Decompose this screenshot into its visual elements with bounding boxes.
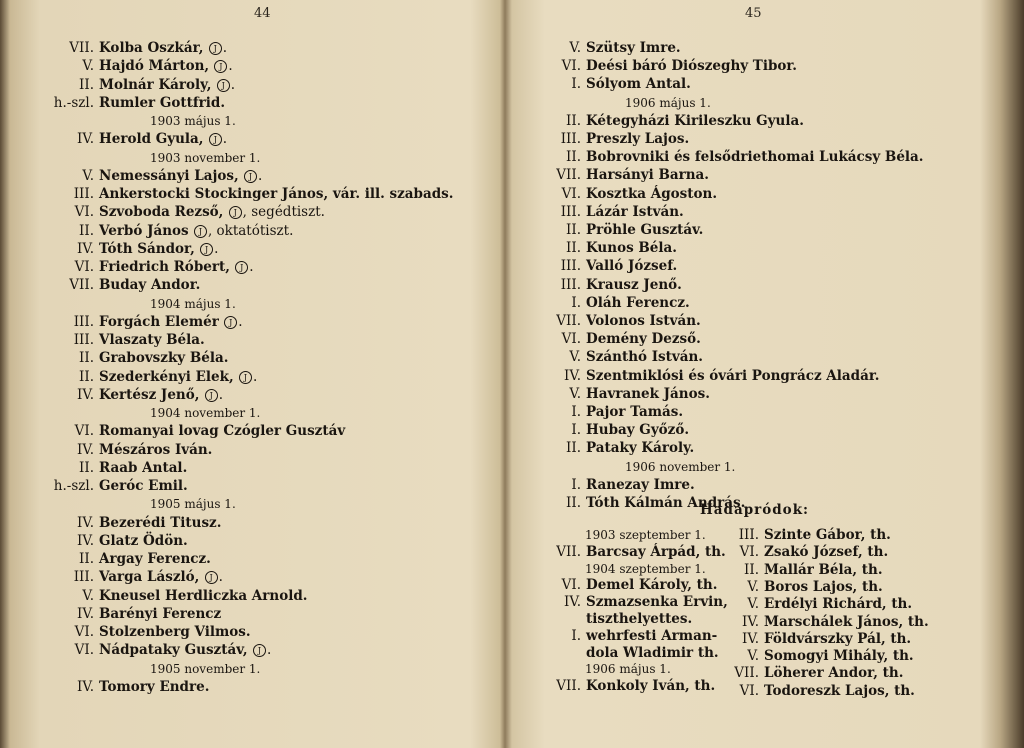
rank-numeral: IV. (741, 613, 759, 630)
list-item (48, 642, 271, 659)
list-item (535, 149, 924, 166)
list-item (535, 313, 701, 330)
person-name: Volonos István. (586, 313, 701, 329)
person-name: Barcsay Árpád, th. (586, 543, 726, 560)
list-item (48, 551, 211, 568)
seal-mark: J (209, 133, 222, 146)
person-name: Romanyai lovag Czógler Gusztáv (99, 423, 346, 440)
person-name: Kertész Jenő, (99, 386, 200, 403)
person-name: Buday Andor. (99, 277, 201, 294)
list-item (723, 614, 929, 631)
date-heading: 1903 november 1. (150, 150, 261, 165)
rank-numeral: IV. (76, 240, 94, 257)
rank-numeral: IV. (563, 367, 581, 384)
list-item (723, 631, 911, 648)
rank-numeral: VII. (556, 167, 581, 184)
person-name: Krausz Jenő. (586, 276, 682, 293)
trailing-text: . (252, 368, 258, 385)
person-name: Pröhle Gusztáv. (586, 222, 704, 238)
list-item (723, 665, 903, 682)
trailing-text: . (222, 40, 228, 56)
person-name: Friedrich Róbert, (99, 259, 230, 275)
date-heading: 1904 november 1. (150, 406, 261, 420)
person-name: Stolzenberg Vilmos. (99, 624, 251, 640)
list-item (48, 588, 308, 605)
person-name: Argay Ferencz. (99, 551, 211, 567)
rank-numeral: IV. (76, 532, 94, 549)
date-heading: 1904 május 1. (150, 296, 236, 311)
list-item (535, 40, 681, 57)
cadets-heading: Hadapródok: (700, 502, 810, 518)
rank-numeral: VI. (561, 185, 581, 202)
rank-numeral: III. (560, 258, 581, 275)
rank-numeral: IV. (563, 594, 581, 611)
list-item (48, 223, 293, 240)
rank-numeral: VI. (739, 682, 759, 699)
rank-numeral: VII. (556, 543, 581, 560)
person-name: Boros Lajos, th. (764, 578, 883, 595)
list-item (535, 186, 717, 203)
page-number-45: 45 (745, 6, 762, 21)
person-name: Raab Antal. (99, 459, 188, 476)
list-item (535, 645, 719, 662)
date-heading: 1905 november 1. (150, 661, 261, 676)
rank-numeral: I. (571, 422, 581, 439)
person-name: Barényi Ferencz (99, 605, 222, 622)
person-name: Verbó János (99, 222, 189, 239)
trailing-text: . (228, 58, 233, 75)
person-name: Szütsy Imre. (586, 40, 681, 56)
list-item (48, 204, 325, 221)
rank-numeral: I. (571, 627, 581, 644)
list-item (48, 168, 262, 185)
list-item (535, 678, 715, 695)
rank-numeral: I. (571, 476, 581, 493)
person-name: Mészáros Iván. (99, 441, 213, 458)
rank-numeral: V. (82, 587, 94, 604)
seal-mark: J (205, 571, 218, 584)
person-name: Ranezay Imre. (586, 476, 695, 493)
list-item (535, 240, 677, 257)
list-item (723, 544, 888, 561)
rank-numeral: VII. (556, 313, 581, 329)
list-item (535, 131, 689, 148)
list-item (535, 628, 717, 645)
person-name: Hajdó Márton, (99, 58, 210, 75)
date-heading: 1903 május 1. (150, 114, 236, 128)
rank-numeral: V. (747, 648, 759, 665)
rank-numeral: II. (566, 112, 581, 129)
person-name: Szmazsenka Ervin, (586, 594, 728, 611)
list-item (535, 368, 879, 385)
person-name: Erdélyi Richárd, th. (764, 596, 913, 613)
person-name: Szinte Gábor, th. (764, 527, 891, 543)
date-heading: 1906 május 1. (585, 662, 671, 677)
rank-numeral: VI. (739, 544, 759, 561)
rank-numeral: VI. (74, 624, 94, 640)
person-name: Sólyom Antal. (586, 76, 691, 93)
person-name: Szvoboda Rezső, (99, 204, 224, 221)
rank-numeral: IV. (76, 605, 94, 622)
person-name: Demel Károly, th. (586, 577, 718, 594)
rank-numeral: V. (82, 167, 94, 184)
seal-mark: J (224, 316, 237, 329)
person-name: Mallár Béla, th. (764, 561, 883, 578)
person-name: Nádpataky Gusztáv, (99, 642, 248, 659)
rank-numeral: III. (560, 131, 581, 147)
list-item (48, 241, 218, 258)
person-name: Somogyi Mihály, th. (764, 648, 914, 665)
trailing-text: , segédtiszt. (242, 204, 325, 221)
date-heading: 1903 szeptember 1. (585, 528, 706, 542)
list-item (535, 58, 797, 75)
trailing-text: . (222, 131, 228, 148)
list-item (48, 460, 187, 477)
rank-numeral: II. (744, 561, 759, 578)
list-item (48, 624, 251, 641)
person-name: Kétegyházi Kirileszku Gyula. (586, 112, 804, 129)
list-item (48, 350, 228, 367)
list-item (48, 515, 221, 532)
person-name: Geróc Emil. (99, 478, 188, 494)
rank-numeral: IV. (76, 514, 94, 531)
rank-numeral: VI. (561, 331, 581, 348)
rank-numeral: II. (79, 459, 94, 476)
rank-numeral: VI. (74, 423, 94, 440)
rank-numeral: V. (569, 40, 581, 56)
person-name: Varga László, (99, 569, 200, 586)
person-name: Todoreszk Lajos, th. (764, 682, 915, 699)
person-name: Vlaszaty Béla. (99, 332, 205, 348)
list-item (535, 258, 677, 275)
seal-mark: J (209, 42, 222, 55)
list-item (535, 594, 728, 611)
rank-numeral: IV. (76, 441, 94, 458)
rank-numeral: II. (566, 440, 581, 457)
seal-mark: J (244, 170, 257, 183)
rank-numeral: III. (73, 569, 94, 586)
list-item (535, 113, 804, 130)
trailing-text: . (238, 313, 243, 330)
page-number-44: 44 (254, 6, 271, 21)
list-item (535, 544, 726, 561)
seal-mark: J (214, 60, 227, 73)
person-name: Löherer Andor, th. (764, 665, 904, 682)
person-name: Lázár István. (586, 203, 684, 220)
rank-numeral: III. (73, 332, 94, 348)
rank-numeral: IV. (76, 678, 94, 695)
rank-numeral: II. (79, 368, 94, 385)
person-name: Rumler Gottfrid. (99, 94, 226, 111)
rank-numeral: II. (566, 240, 581, 257)
trailing-text: , oktatótiszt. (207, 222, 294, 239)
list-item (48, 95, 225, 112)
list-item (723, 527, 891, 544)
trailing-text: . (214, 240, 219, 257)
person-name: Bezerédi Titusz. (99, 514, 222, 531)
list-item (48, 186, 453, 203)
trailing-text: . (230, 76, 236, 93)
person-name: wehrfesti Arman- (586, 627, 718, 644)
person-name: tiszthelyettes. (586, 611, 693, 627)
person-name: Deési báró Diószeghy Tibor. (586, 58, 798, 75)
seal-mark: J (217, 79, 230, 92)
person-name: Pajor Tamás. (586, 404, 684, 420)
trailing-text: . (249, 259, 254, 275)
list-item (535, 295, 690, 312)
list-item (535, 277, 682, 294)
rank-numeral: II. (566, 495, 581, 511)
person-name: Tóth Sándor, (99, 240, 195, 257)
seal-mark: J (229, 206, 242, 219)
person-name: Preszly Lajos. (586, 131, 690, 147)
list-item (48, 58, 233, 75)
list-item (535, 167, 709, 184)
list-item (48, 387, 223, 404)
person-name: Konkoly Iván, th. (586, 678, 716, 695)
list-item (535, 76, 691, 93)
list-item (48, 423, 345, 440)
rank-numeral: I. (571, 294, 581, 311)
list-item (48, 533, 188, 550)
rank-numeral: II. (566, 149, 581, 166)
person-name: Szederkényi Elek, (99, 368, 234, 385)
date-heading: 1905 május 1. (150, 497, 236, 512)
person-name: Tóth Kálmán András. (586, 495, 746, 511)
rank-numeral: II. (79, 350, 94, 367)
rank-numeral: VI. (561, 577, 581, 594)
left-page (0, 0, 505, 748)
list-item (48, 606, 221, 623)
person-name: Marschálek János, th. (764, 613, 929, 630)
date-heading: 1904 szeptember 1. (585, 561, 706, 576)
rank-numeral: IV. (76, 386, 94, 403)
person-name: Szánthó István. (586, 349, 703, 366)
list-item (535, 477, 695, 494)
list-item (535, 422, 689, 439)
seal-mark: J (200, 243, 213, 256)
list-item (48, 40, 227, 57)
person-name: Kolba Oszkár, (99, 40, 204, 56)
rank-numeral: II. (79, 222, 94, 239)
rank-numeral: II. (79, 551, 94, 567)
list-item (723, 596, 912, 613)
list-item (48, 332, 205, 349)
rank-numeral: II. (79, 76, 94, 93)
list-item (48, 131, 227, 148)
rank-numeral: V. (569, 385, 581, 402)
person-name: Oláh Ferencz. (586, 294, 690, 311)
list-item (48, 277, 200, 294)
rank-numeral: III. (738, 527, 759, 543)
list-item (535, 331, 701, 348)
list-item (48, 679, 209, 696)
rank-numeral: III. (560, 276, 581, 293)
rank-numeral: V. (569, 349, 581, 366)
rank-numeral: h.-szl. (53, 94, 94, 111)
rank-numeral: VII. (734, 665, 759, 682)
person-name: dola Wladimir th. (586, 644, 719, 661)
list-item (48, 569, 223, 586)
rank-numeral: I. (571, 404, 581, 420)
rank-numeral: VI. (74, 204, 94, 221)
rank-numeral: II. (566, 222, 581, 238)
list-item (535, 222, 703, 239)
date-heading: 1906 november 1. (625, 459, 736, 474)
seal-mark: J (235, 261, 248, 274)
rank-numeral: IV. (741, 630, 759, 647)
trailing-text: . (266, 642, 272, 659)
rank-numeral: V. (82, 58, 94, 75)
list-item (723, 683, 915, 700)
person-name: Földvárszky Pál, th. (764, 630, 912, 647)
rank-numeral: VII. (556, 678, 581, 695)
person-name: Valló József. (586, 258, 678, 275)
list-item (48, 77, 235, 94)
list-item (535, 386, 710, 403)
person-name: Nemessányi Lajos, (99, 167, 239, 184)
right-page (505, 0, 1024, 748)
seal-mark: J (239, 371, 252, 384)
person-name: Ankerstocki Stockinger János, vár. ill. szabads. (99, 186, 454, 202)
rank-numeral: V. (747, 578, 759, 595)
person-name: Herold Gyula, (99, 131, 204, 148)
rank-numeral: I. (571, 76, 581, 93)
list-item (535, 404, 683, 421)
person-name: Glatz Ödön. (99, 532, 188, 549)
list-item (723, 579, 883, 596)
person-name: Forgách Elemér (99, 313, 219, 330)
rank-numeral: VI. (561, 58, 581, 75)
list-item (535, 577, 717, 594)
person-name: Molnár Károly, (99, 76, 212, 93)
person-name: Havranek János. (586, 385, 710, 402)
rank-numeral: VII. (69, 277, 94, 294)
person-name: Hubay Győző. (586, 422, 690, 439)
rank-numeral: V. (747, 596, 759, 613)
list-item (48, 442, 212, 459)
rank-numeral: h.-szl. (53, 478, 94, 494)
list-item (723, 648, 914, 665)
rank-numeral: III. (73, 313, 94, 330)
seal-mark: J (205, 389, 218, 402)
person-name: Demény Dezső. (586, 331, 701, 348)
person-name: Kunos Béla. (586, 240, 677, 257)
rank-numeral: IV. (76, 131, 94, 148)
person-name: Bobrovniki és felsődriethomai Lukácsy Béla. (586, 149, 924, 166)
list-item (48, 369, 257, 386)
rank-numeral: VI. (74, 642, 94, 659)
seal-mark: J (253, 644, 266, 657)
trailing-text: . (218, 569, 223, 586)
list-item (535, 611, 692, 628)
person-name: Kosztka Ágoston. (586, 185, 718, 202)
person-name: Tomory Endre. (99, 678, 210, 695)
person-name: Harsányi Barna. (586, 167, 709, 184)
rank-numeral: III. (560, 203, 581, 220)
date-heading: 1906 május 1. (625, 95, 711, 110)
list-item (535, 349, 703, 366)
trailing-text: . (218, 386, 224, 403)
person-name: Zsakó József, th. (764, 544, 889, 561)
person-name: Kneusel Herdliczka Arnold. (99, 587, 308, 604)
person-name: Grabovszky Béla. (99, 350, 229, 367)
list-item (48, 478, 188, 495)
list-item (535, 440, 694, 457)
list-item (723, 562, 883, 579)
list-item (48, 314, 242, 331)
list-item (48, 259, 254, 276)
rank-numeral: VII. (69, 40, 94, 56)
person-name: Pataky Károly. (586, 440, 695, 457)
person-name: Szentmiklósi és óvári Pongrácz Aladár. (586, 367, 880, 384)
seal-mark: J (194, 225, 207, 238)
rank-numeral: III. (73, 186, 94, 202)
list-item (535, 204, 684, 221)
trailing-text: . (257, 167, 263, 184)
rank-numeral: VI. (74, 259, 94, 275)
